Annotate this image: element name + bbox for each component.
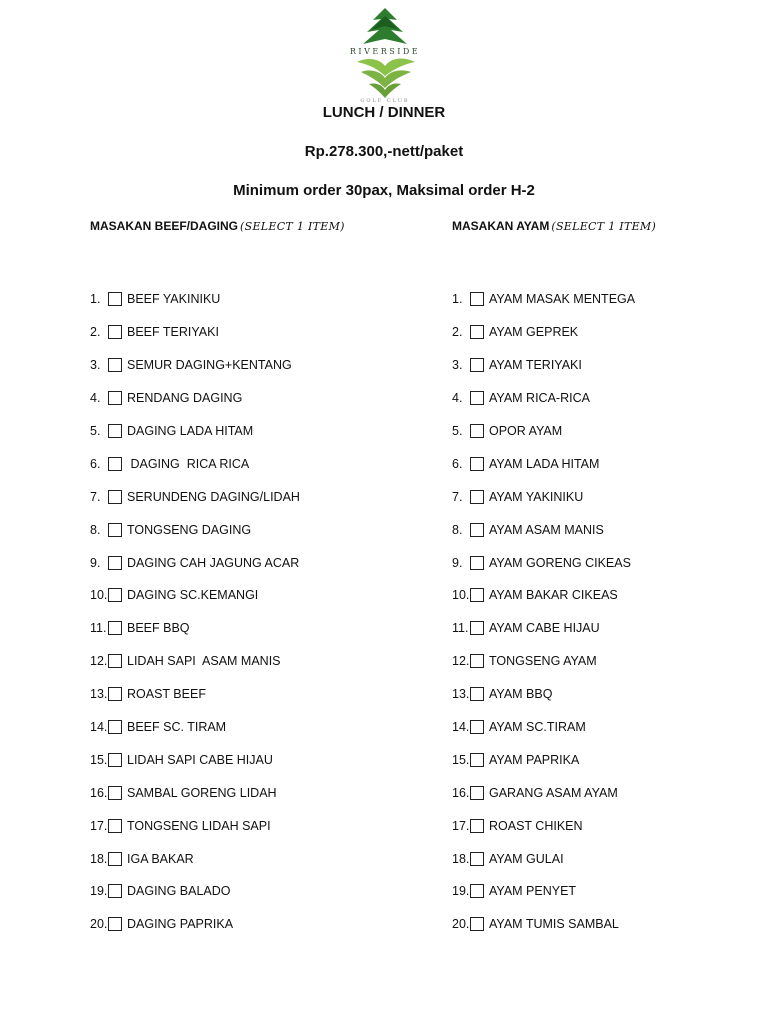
item-label: BEEF SC. TIRAM — [127, 720, 227, 735]
item-checkbox[interactable] — [470, 457, 484, 471]
item-checkbox[interactable] — [108, 424, 122, 438]
item-number: 13. — [90, 687, 108, 702]
item-label: DAGING BALADO — [127, 884, 231, 899]
item-label: BEEF BBQ — [127, 621, 190, 636]
item-number: 3. — [90, 358, 101, 373]
item-checkbox[interactable] — [470, 391, 484, 405]
item-number: 11. — [90, 621, 107, 636]
item-checkbox[interactable] — [108, 852, 122, 866]
item-label: BEEF YAKINIKU — [127, 292, 221, 307]
item-number: 15. — [452, 752, 470, 767]
beef-item — [90, 579, 300, 612]
item-number: 17. — [452, 818, 470, 833]
item-label: AYAM GEPREK — [489, 325, 579, 340]
chicken-item — [452, 382, 635, 415]
item-label: AYAM MASAK MENTEGA — [489, 292, 636, 307]
item-label: AYAM GULAI — [489, 851, 564, 866]
chicken-item — [452, 875, 635, 908]
item-number: 11. — [452, 621, 469, 636]
item-checkbox[interactable] — [108, 457, 122, 471]
item-label: SAMBAL GORENG LIDAH — [127, 785, 277, 800]
logo-wordmark: RIVERSIDE — [349, 47, 421, 56]
tree-logo-icon — [335, 6, 435, 102]
item-checkbox[interactable] — [108, 687, 122, 701]
item-number: 12. — [452, 654, 470, 669]
item-label: AYAM BBQ — [489, 687, 553, 702]
item-checkbox[interactable] — [470, 720, 484, 734]
item-number: 17. — [90, 818, 108, 833]
item-label: DAGING RICA RICA — [127, 456, 250, 471]
item-number: 18. — [90, 851, 108, 866]
item-number: 19. — [90, 884, 108, 899]
item-label: TONGSENG AYAM — [489, 654, 597, 669]
item-label: AYAM ASAM MANIS — [489, 522, 604, 537]
item-checkbox[interactable] — [108, 621, 122, 635]
item-label: AYAM GORENG CIKEAS — [489, 555, 631, 570]
item-number: 8. — [90, 522, 101, 537]
item-label: LIDAH SAPI ASAM MANIS — [127, 654, 281, 669]
logo-subtext: GOLF CLUB — [360, 98, 410, 102]
chicken-item — [452, 415, 635, 448]
item-label: AYAM BAKAR CIKEAS — [489, 588, 618, 603]
item-checkbox[interactable] — [470, 556, 484, 570]
beef-item — [90, 612, 300, 645]
item-number: 7. — [452, 489, 463, 504]
item-checkbox[interactable] — [108, 358, 122, 372]
item-label: ROAST CHIKEN — [489, 818, 583, 833]
item-checkbox[interactable] — [108, 325, 122, 339]
order-note: Minimum order 30pax, Maksimal order H-2 — [233, 182, 535, 199]
beef-item — [90, 349, 300, 382]
beef-item — [90, 316, 300, 349]
item-number: 20. — [452, 917, 470, 932]
item-number: 4. — [452, 391, 463, 406]
beef-heading-label: MASAKAN BEEF/DAGING — [90, 219, 239, 233]
item-label: ROAST BEEF — [127, 687, 206, 702]
chicken-item — [452, 842, 635, 875]
item-number: 16. — [452, 785, 470, 800]
item-number: 12. — [90, 654, 108, 669]
item-number: 10. — [452, 588, 470, 603]
item-label: RENDANG DAGING — [127, 391, 243, 406]
item-number: 9. — [90, 555, 101, 570]
item-label: AYAM YAKINIKU — [489, 489, 584, 504]
item-checkbox[interactable] — [108, 720, 122, 734]
item-label: SEMUR DAGING+KENTANG — [127, 358, 292, 373]
item-number: 2. — [452, 325, 463, 340]
item-checkbox[interactable] — [108, 556, 122, 570]
item-label: AYAM TUMIS SAMBAL — [489, 917, 619, 932]
item-number: 16. — [90, 785, 108, 800]
item-label: DAGING PAPRIKA — [127, 917, 234, 932]
item-checkbox[interactable] — [470, 621, 484, 635]
item-label: AYAM RICA-RICA — [489, 391, 590, 406]
chicken-item — [452, 546, 635, 579]
item-number: 20. — [90, 917, 108, 932]
item-label: DAGING SC.KEMANGI — [127, 588, 259, 603]
item-number: 3. — [452, 358, 463, 373]
item-number: 6. — [452, 456, 463, 471]
beef-item — [90, 283, 300, 316]
beef-menu-list — [90, 283, 300, 941]
beef-item — [90, 645, 300, 678]
chicken-item — [452, 316, 635, 349]
item-checkbox[interactable] — [470, 687, 484, 701]
item-number: 10. — [90, 588, 108, 603]
beef-item — [90, 842, 300, 875]
item-checkbox[interactable] — [108, 819, 122, 833]
chicken-item — [452, 612, 635, 645]
item-checkbox[interactable] — [470, 490, 484, 504]
chicken-item — [452, 711, 635, 744]
beef-select-note: (SELECT 1 ITEM) — [240, 220, 345, 233]
item-number: 14. — [452, 720, 470, 735]
item-number: 9. — [452, 555, 463, 570]
item-label: SERUNDENG DAGING/LIDAH — [127, 489, 300, 504]
item-label: TONGSENG LIDAH SAPI — [127, 818, 271, 833]
chicken-item — [452, 349, 635, 382]
item-checkbox[interactable] — [108, 490, 122, 504]
beef-item — [90, 415, 300, 448]
beef-item — [90, 382, 300, 415]
item-number: 1. — [452, 292, 463, 307]
chicken-item — [452, 283, 635, 316]
item-number: 14. — [90, 720, 108, 735]
chicken-heading-label: MASAKAN AYAM — [452, 219, 550, 233]
item-label: BEEF TERIYAKI — [127, 325, 219, 340]
chicken-select-note: (SELECT 1 ITEM) — [551, 220, 657, 233]
item-number: 8. — [452, 522, 463, 537]
item-number: 7. — [90, 489, 101, 504]
item-number: 13. — [452, 687, 470, 702]
item-number: 19. — [452, 884, 470, 899]
item-checkbox[interactable] — [470, 852, 484, 866]
item-number: 15. — [90, 752, 108, 767]
item-label: AYAM PAPRIKA — [489, 752, 580, 767]
item-checkbox[interactable] — [108, 391, 122, 405]
item-number: 18. — [452, 851, 470, 866]
item-checkbox[interactable] — [470, 424, 484, 438]
beef-item — [90, 513, 300, 546]
item-checkbox[interactable] — [470, 325, 484, 339]
item-checkbox[interactable] — [108, 884, 122, 898]
beef-item — [90, 875, 300, 908]
beef-item — [90, 711, 300, 744]
item-checkbox[interactable] — [470, 523, 484, 537]
price-line: Rp.278.300,-nett/paket — [304, 143, 464, 160]
item-checkbox[interactable] — [470, 654, 484, 668]
item-number: 6. — [90, 456, 101, 471]
item-checkbox[interactable] — [108, 786, 122, 800]
item-checkbox[interactable] — [470, 786, 484, 800]
beef-heading — [90, 219, 345, 233]
chicken-item — [452, 513, 635, 546]
beef-item — [90, 678, 300, 711]
item-label: OPOR AYAM — [489, 424, 563, 438]
chicken-item — [452, 678, 635, 711]
chicken-item — [452, 579, 635, 612]
beef-item — [90, 809, 300, 842]
chicken-item — [452, 809, 635, 842]
chicken-item — [452, 645, 635, 678]
chicken-item — [452, 447, 635, 480]
item-checkbox[interactable] — [108, 292, 122, 306]
item-checkbox[interactable] — [108, 588, 122, 602]
item-checkbox[interactable] — [470, 917, 484, 931]
item-checkbox[interactable] — [108, 654, 122, 668]
item-number: 5. — [90, 424, 101, 438]
chicken-heading — [452, 219, 656, 233]
beef-item — [90, 546, 300, 579]
beef-item — [90, 447, 300, 480]
beef-item — [90, 908, 300, 941]
item-checkbox[interactable] — [108, 753, 122, 767]
item-checkbox[interactable] — [108, 523, 122, 537]
item-checkbox[interactable] — [470, 588, 484, 602]
chicken-menu-list — [452, 283, 635, 941]
item-label: AYAM LADA HITAM — [489, 456, 600, 471]
item-number: 4. — [90, 391, 101, 406]
menu-title: LUNCH / DINNER — [322, 104, 446, 121]
item-label: IGA BAKAR — [127, 851, 194, 866]
chicken-item — [452, 908, 635, 941]
chicken-item — [452, 480, 635, 513]
item-label: DAGING CAH JAGUNG ACAR — [127, 555, 300, 570]
riverside-logo — [335, 6, 435, 102]
item-checkbox[interactable] — [470, 358, 484, 372]
item-label: TONGSENG DAGING — [127, 522, 252, 537]
item-number: 1. — [90, 292, 101, 307]
item-label: AYAM SC.TIRAM — [489, 720, 586, 735]
item-label: DAGING LADA HITAM — [127, 424, 254, 438]
item-checkbox[interactable] — [108, 917, 122, 931]
item-checkbox[interactable] — [470, 884, 484, 898]
item-label: AYAM PENYET — [489, 884, 577, 899]
beef-item — [90, 480, 300, 513]
beef-item — [90, 743, 300, 776]
item-label: AYAM TERIYAKI — [489, 358, 582, 373]
item-label: GARANG ASAM AYAM — [489, 785, 618, 800]
beef-item — [90, 776, 300, 809]
item-label: AYAM CABE HIJAU — [489, 621, 600, 636]
item-checkbox[interactable] — [470, 753, 484, 767]
chicken-item — [452, 776, 635, 809]
item-label: LIDAH SAPI CABE HIJAU — [127, 752, 273, 767]
item-checkbox[interactable] — [470, 292, 484, 306]
item-number: 2. — [90, 325, 101, 340]
chicken-item — [452, 743, 635, 776]
item-checkbox[interactable] — [470, 819, 484, 833]
item-number: 5. — [452, 424, 463, 438]
